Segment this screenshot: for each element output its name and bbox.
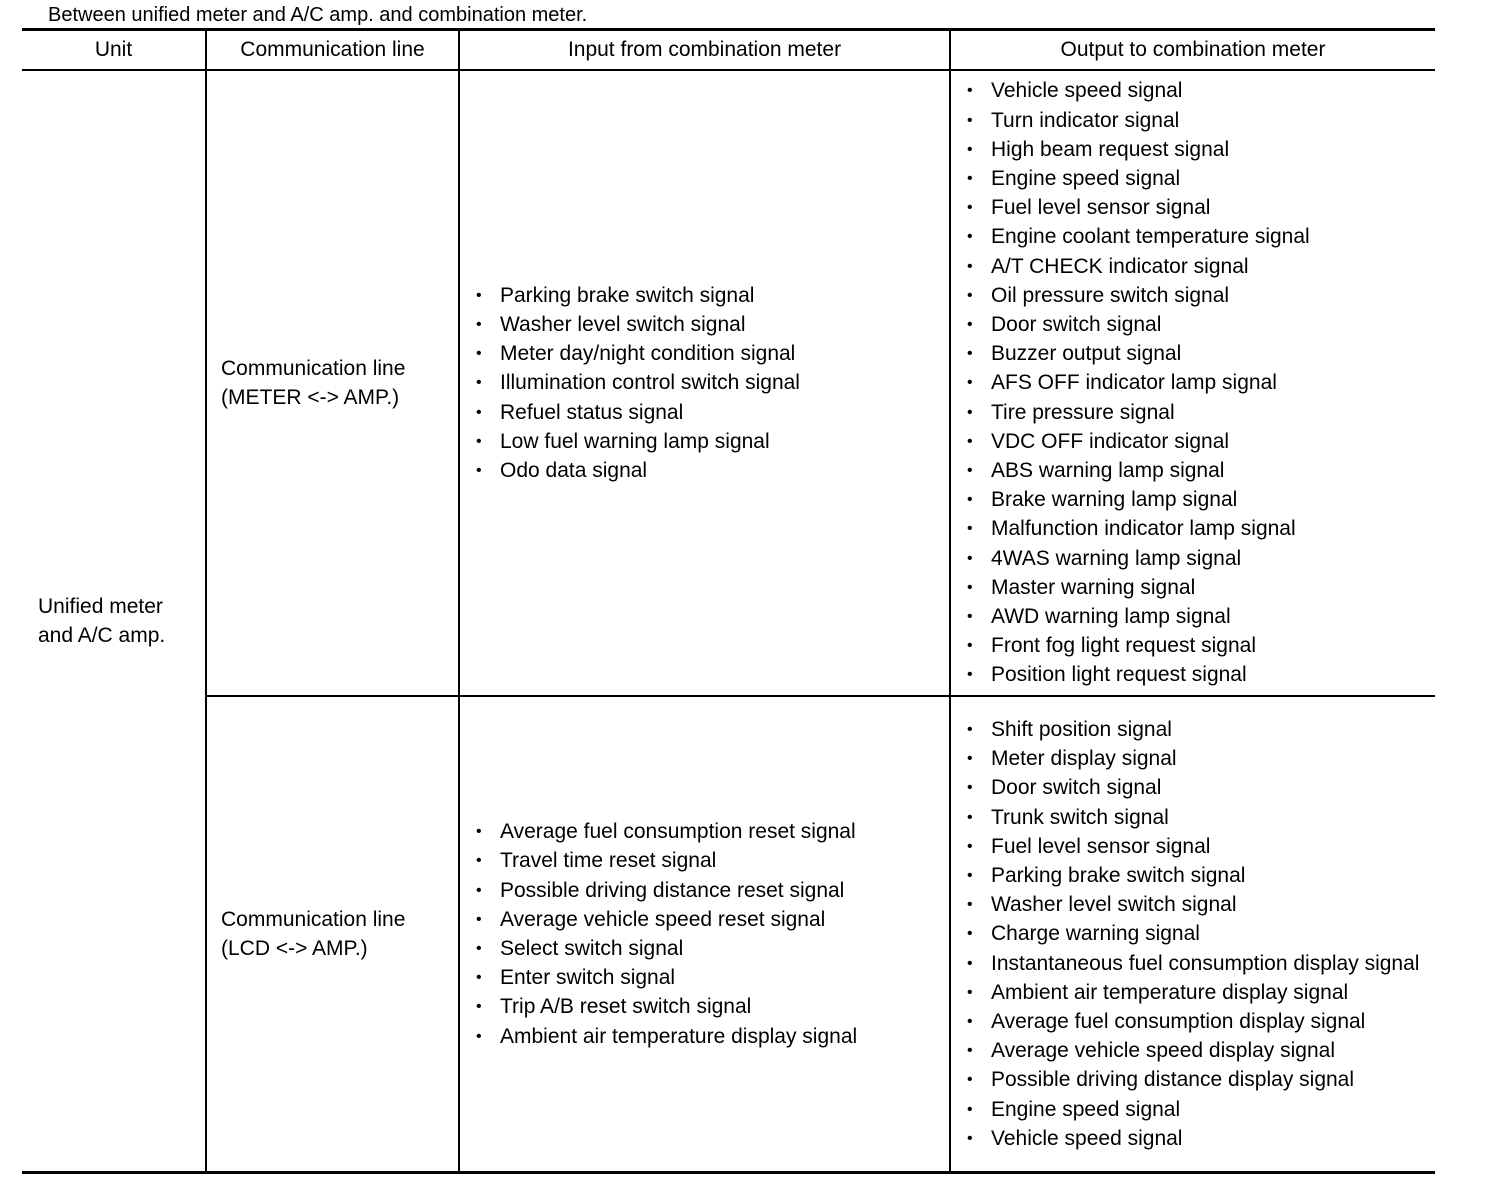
communication-line-name: Communication line [221, 356, 406, 380]
signal-item: • Washer level switch signal [460, 310, 949, 339]
input-signal-list [460, 817, 949, 1051]
signal-item: • Average vehicle speed display signal [951, 1036, 1435, 1065]
signal-item: • Buzzer output signal [951, 339, 1435, 368]
signal-item: • Average fuel consumption reset signal [460, 817, 949, 846]
signal-item: • Trip A/B reset switch signal [460, 992, 949, 1021]
table-row-lcd-amp [22, 696, 1435, 1173]
signal-item: • Charge warning signal [951, 919, 1435, 948]
signal-item: • Instantaneous fuel consumption display signal [951, 949, 1435, 978]
signal-item: • A/T CHECK indicator signal [951, 252, 1435, 281]
communication-line-detail: (METER <-> AMP.) [221, 386, 400, 409]
signal-item: • Travel time reset signal [460, 846, 949, 875]
signal-item: • Engine speed signal [951, 1095, 1435, 1124]
signal-item: • Ambient air temperature display signal [460, 1022, 949, 1051]
signal-item: • Refuel status signal [460, 398, 949, 427]
communication-signal-table [22, 28, 1435, 1174]
output-signals-cell [950, 696, 1435, 1173]
signal-item: • Meter display signal [951, 744, 1435, 773]
input-signals-cell [459, 696, 950, 1173]
header-unit: Unit [94, 38, 133, 61]
signal-item: • Tire pressure signal [951, 398, 1435, 427]
output-signal-list [951, 76, 1435, 689]
header-input: Input from combination meter [459, 30, 950, 71]
signal-item: • Ambient air temperature display signal [951, 978, 1435, 1007]
signal-item: • Master warning signal [951, 573, 1435, 602]
signal-item: • Turn indicator signal [951, 106, 1435, 135]
unit-name-line1: Unified meter [38, 594, 163, 618]
signal-item: • Oil pressure switch signal [951, 281, 1435, 310]
output-signals-cell [950, 70, 1435, 696]
signal-item: • 4WAS warning lamp signal [951, 544, 1435, 573]
table-row-meter-amp [22, 70, 1435, 696]
input-signal-list [460, 281, 949, 485]
signal-item: • High beam request signal [951, 135, 1435, 164]
signal-item: • Select switch signal [460, 934, 949, 963]
input-signals-cell [459, 70, 950, 696]
signal-item: • Fuel level sensor signal [951, 832, 1435, 861]
signal-item: • Malfunction indicator lamp signal [951, 514, 1435, 543]
signal-item: • Possible driving distance display signal [951, 1065, 1435, 1094]
signal-item: • AWD warning lamp signal [951, 602, 1435, 631]
signal-item: • Possible driving distance reset signal [460, 876, 949, 905]
signal-item: • VDC OFF indicator signal [951, 427, 1435, 456]
signal-item: • Fuel level sensor signal [951, 193, 1435, 222]
communication-line-cell [206, 70, 459, 696]
signal-item: • Engine speed signal [951, 164, 1435, 193]
signal-item: • Enter switch signal [460, 963, 949, 992]
communication-line-detail: (LCD <-> AMP.) [221, 937, 368, 960]
signal-item: • Parking brake switch signal [951, 861, 1435, 890]
signal-item: • Average vehicle speed reset signal [460, 905, 949, 934]
signal-item: • Meter day/night condition signal [460, 339, 949, 368]
signal-item: • Door switch signal [951, 310, 1435, 339]
unit-name-line2: and A/C amp. [38, 624, 166, 647]
signal-item: • AFS OFF indicator lamp signal [951, 368, 1435, 397]
signal-item: • Door switch signal [951, 773, 1435, 802]
header-communication-line: Communication line [206, 30, 459, 71]
communication-line-cell [206, 696, 459, 1173]
signal-item: • Parking brake switch signal [460, 281, 949, 310]
signal-item: • ABS warning lamp signal [951, 456, 1435, 485]
communication-line-name: Communication line [221, 907, 406, 931]
signal-item: • Brake warning lamp signal [951, 485, 1435, 514]
signal-item: • Shift position signal [951, 715, 1435, 744]
signal-item: • Odo data signal [460, 456, 949, 485]
signal-item: • Front fog light request signal [951, 631, 1435, 660]
table-header-row [22, 30, 1435, 71]
signal-item: • Low fuel warning lamp signal [460, 427, 949, 456]
signal-item: • Vehicle speed signal [951, 76, 1435, 105]
signal-item: • Engine coolant temperature signal [951, 222, 1435, 251]
unit-cell [22, 70, 206, 1173]
output-signal-list [951, 715, 1435, 1153]
signal-item: • Average fuel consumption display signal [951, 1007, 1435, 1036]
signal-item: • Trunk switch signal [951, 803, 1435, 832]
signal-item: • Position light request signal [951, 660, 1435, 689]
signal-item: • Washer level switch signal [951, 890, 1435, 919]
signal-item: • Illumination control switch signal [460, 368, 949, 397]
header-output: Output to combination meter [950, 30, 1435, 71]
signal-item: • Vehicle speed signal [951, 1124, 1435, 1153]
table-caption: Between unified meter and A/C amp. and combination meter. [48, 4, 588, 26]
